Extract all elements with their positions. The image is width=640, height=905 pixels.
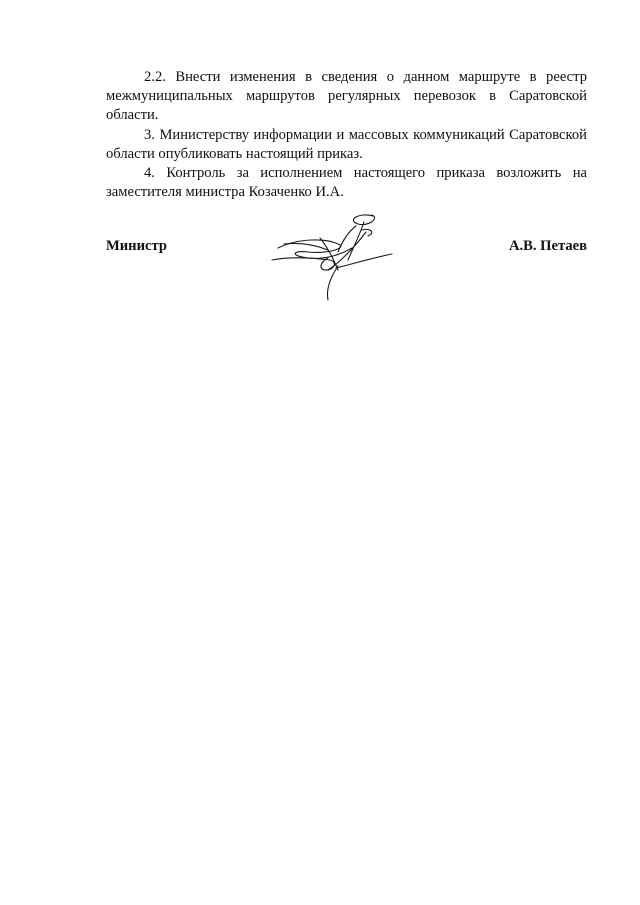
paragraph-4: 4. Контроль за исполнением настоящего приказа возложить на заместителя министра Козаченко И.А. [106,165,587,201]
signature-icon [268,208,398,303]
paragraph-3: 3. Министерству информации и массовых коммуникаций Саратовской области опубликовать настоящий приказ. [106,126,587,162]
position-title: Министр [106,238,167,254]
document-body [106,68,587,202]
signer-name: А.В. Петаев [508,238,587,254]
paragraph-2-2: 2.2. Внести изменения в сведения о данном маршруте в реестр межмуниципальных маршрутов регулярных перевозок в Саратовской области. [106,69,587,124]
